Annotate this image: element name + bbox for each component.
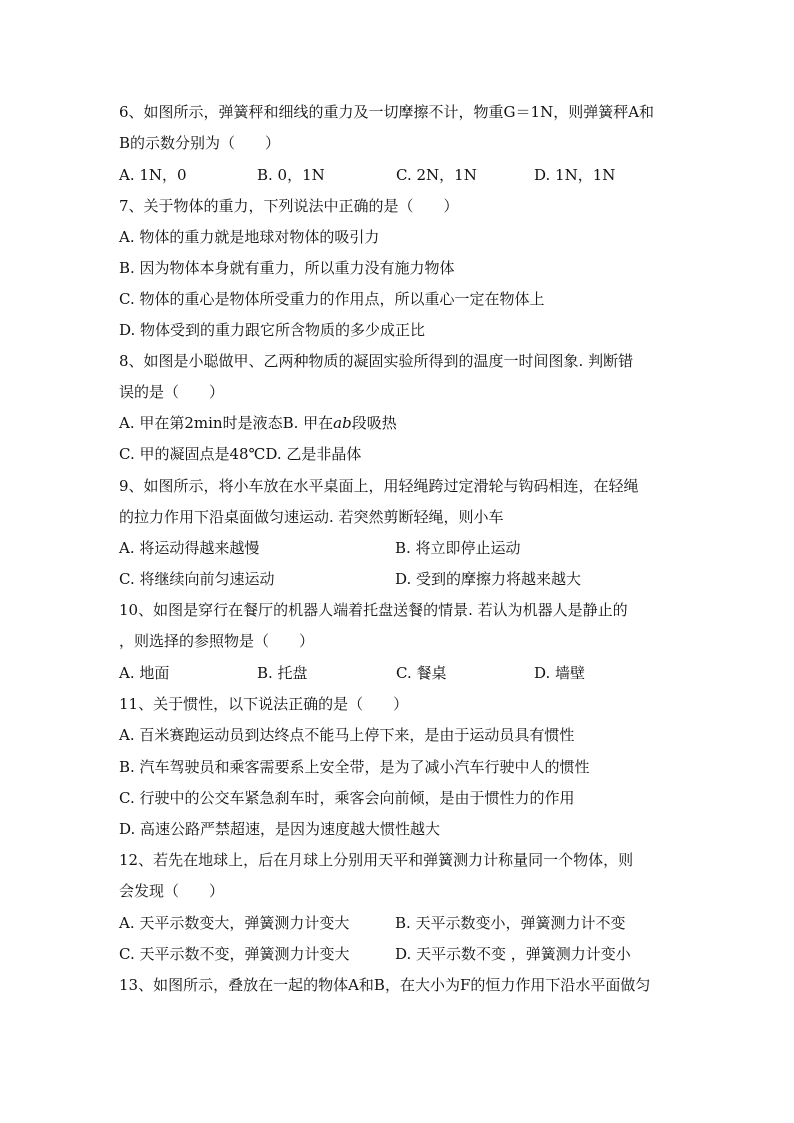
q6-stem-line-2: B的示数分别为（ ） xyxy=(119,134,281,152)
q10-option-d[interactable]: D. 墙壁 xyxy=(534,664,586,682)
q7-option-c[interactable]: C. 物体的重心是物体所受重力的作用点，所以重心一定在物体上 xyxy=(119,290,545,308)
q11-option-d[interactable]: D. 高速公路严禁超速，是因为速度越大惯性越大 xyxy=(119,820,441,838)
q8-option-cd[interactable]: C. 甲的凝固点是48℃D. 乙是非晶体 xyxy=(119,445,362,463)
q12-stem-line-2: 会发现（ ） xyxy=(119,882,225,900)
q6-option-c[interactable]: C. 2N，1N xyxy=(396,166,477,184)
q11-option-a[interactable]: A. 百米赛跑运动员到达终点不能马上停下来，是由于运动员具有惯性 xyxy=(119,726,575,744)
q6-option-d[interactable]: D. 1N，1N xyxy=(534,166,616,184)
q12-option-a[interactable]: A. 天平示数变大，弹簧测力计变大 xyxy=(119,914,350,932)
q8-option-ab[interactable] xyxy=(119,413,679,433)
q12-option-b[interactable]: B. 天平示数变小，弹簧测力计不变 xyxy=(395,914,626,932)
q13-stem-line-1: 13、如图所示，叠放在一起的物体A和B，在大小为F的恒力作用下沿水平面做匀 xyxy=(119,976,651,994)
q8-stem-line-1: 8、如图是小聪做甲、乙两种物质的凝固实验所得到的温度一时间图象. 判断错 xyxy=(119,352,634,370)
q12-option-d[interactable]: D. 天平示数不变 ，弹簧测力计变小 xyxy=(395,945,631,963)
q8-stem-line-2: 误的是（ ） xyxy=(119,383,225,401)
q10-option-b[interactable]: B. 托盘 xyxy=(257,664,308,682)
q11-stem: 11、关于惯性，以下说法正确的是（ ） xyxy=(119,695,409,713)
q12-option-c[interactable]: C. 天平示数不变，弹簧测力计变大 xyxy=(119,945,350,963)
q10-stem-line-1: 10、如图是穿行在餐厅的机器人端着托盘送餐的情景. 若认为机器人是静止的 xyxy=(119,601,628,619)
q6-stem-line-1: 6、如图所示，弹簧秤和细线的重力及一切摩擦不计，物重G＝1N，则弹簧秤A和 xyxy=(119,103,655,121)
q8-option-ab-suffix: 段吸热 xyxy=(351,414,397,432)
q11-option-b[interactable]: B. 汽车驾驶员和乘客需要系上安全带，是为了减小汽车行驶中人的惯性 xyxy=(119,758,590,776)
q12-stem-line-1: 12、若先在地球上，后在月球上分别用天平和弹簧测力计称量同一个物体，则 xyxy=(119,851,634,869)
q6-option-b[interactable]: B. 0，1N xyxy=(257,166,325,184)
q8-option-ab-prefix: A. 甲在第2min时是液态B. 甲在 xyxy=(119,414,334,432)
q8-option-ab-italic: ab xyxy=(333,414,352,432)
q10-option-a[interactable]: A. 地面 xyxy=(119,664,170,682)
q9-option-a[interactable]: A. 将运动得越来越慢 xyxy=(119,539,260,557)
q7-option-b[interactable]: B. 因为物体本身就有重力，所以重力没有施力物体 xyxy=(119,259,455,277)
q9-option-b[interactable]: B. 将立即停止运动 xyxy=(395,539,521,557)
q7-option-a[interactable]: A. 物体的重力就是地球对物体的吸引力 xyxy=(119,228,380,246)
q10-option-c[interactable]: C. 餐桌 xyxy=(396,664,447,682)
q6-option-a[interactable]: A. 1N，0 xyxy=(119,166,187,184)
q9-option-c[interactable]: C. 将继续向前匀速运动 xyxy=(119,570,275,588)
q9-stem-line-1: 9、如图所示，将小车放在水平桌面上，用轻绳跨过定滑轮与钩码相连，在轻绳 xyxy=(119,477,639,495)
q9-option-d[interactable]: D. 受到的摩擦力将越来越大 xyxy=(395,570,582,588)
q11-option-c[interactable]: C. 行驶中的公交车紧急刹车时，乘客会向前倾，是由于惯性力的作用 xyxy=(119,789,575,807)
q7-option-d[interactable]: D. 物体受到的重力跟它所含物质的多少成正比 xyxy=(119,321,426,339)
q7-stem: 7、关于物体的重力，下列说法中正确的是（ ） xyxy=(119,197,459,215)
q10-stem-line-2: ，则选择的参照物是（ ） xyxy=(119,632,315,650)
q9-stem-line-2: 的拉力作用下沿桌面做匀速运动. 若突然剪断轻绳，则小车 xyxy=(119,508,504,526)
